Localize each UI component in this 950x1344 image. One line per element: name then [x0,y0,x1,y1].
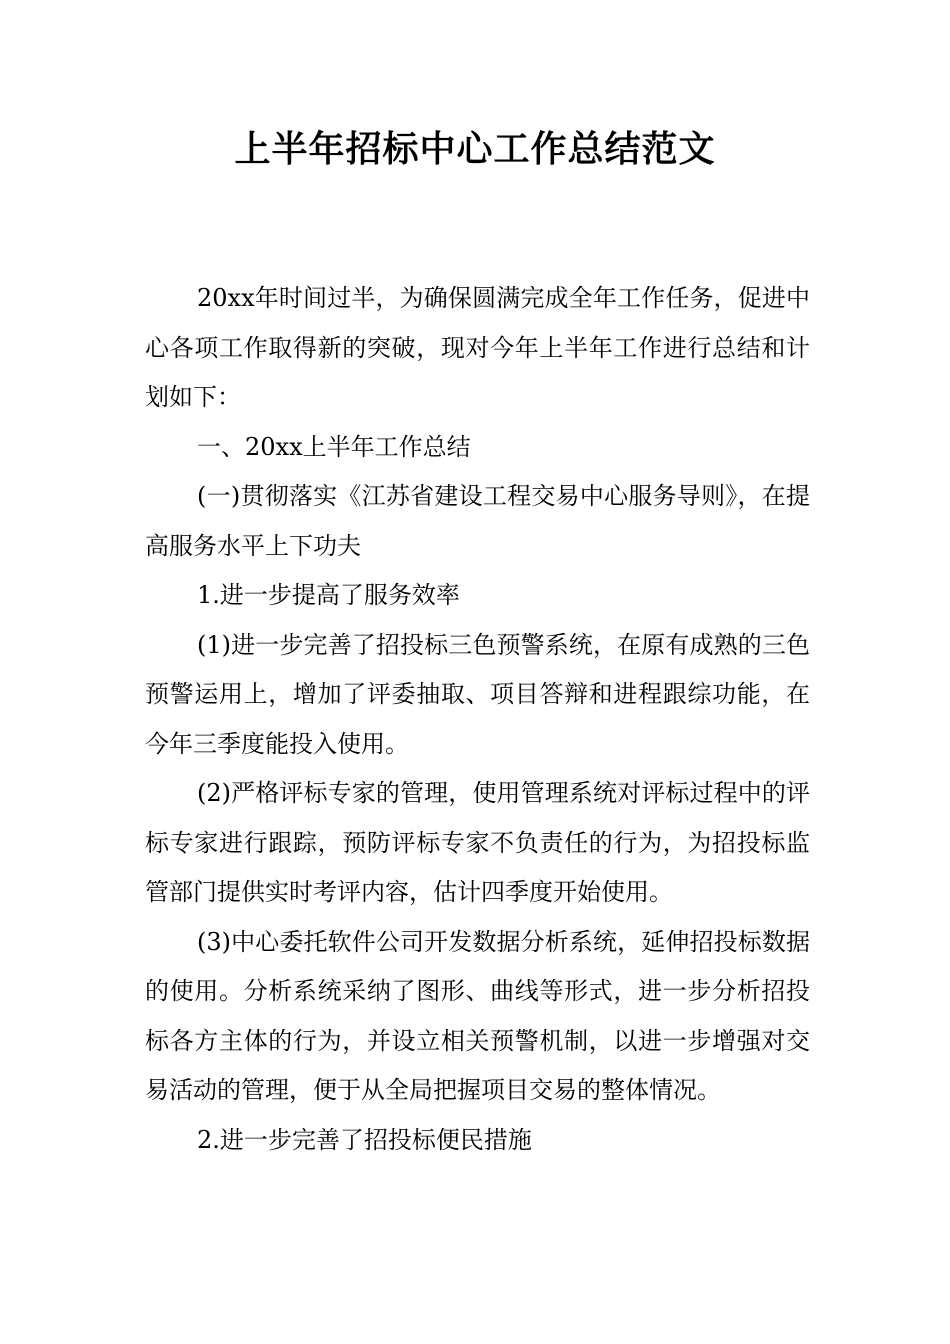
item-heading-2: 2.进一步完善了招投标便民措施 [197,1125,532,1154]
paragraph-item-2: (2)严格评标专家的管理，使用管理系统对评标过程中的评标专家进行跟踪，预防评标专家不负责任的行为，为招投标监管部门提供实时考评内容，估计四季度开始使用。 [145,779,810,906]
paragraph-item-3: (3)中心委托软件公司开发数据分析系统，延伸招投标数据的使用。分析系统采纳了图形、曲线等形式，进一步分析招投标各方主体的行为，并设立相关预警机制，以进一步增强对交易活动的管理，便于从全局把握项目交易的整体情况。 [145,927,810,1104]
document-body [145,274,810,1165]
paragraph-item-1: (1)进一步完善了招投标三色预警系统，在原有成熟的三色预警运用上，增加了评委抽取、项目答辩和进程跟综功能，在今年三季度能投入使用。 [145,630,810,758]
section-heading-1: 一、20xx上半年工作总结 [197,432,471,461]
intro-paragraph: 20xx年时间过半，为确保圆满完成全年工作任务，促进中心各项工作取得新的突破，现对今年上半年工作进行总结和计划如下： [145,284,810,411]
item-heading-1: 1.进一步提高了服务效率 [197,581,460,609]
document-title: 上半年招标中心工作总结范文 [234,129,716,170]
subsection-heading-1: (一)贯彻落实《江苏省建设工程交易中心服务导则》，在提高服务水平上下功夫 [145,482,810,560]
